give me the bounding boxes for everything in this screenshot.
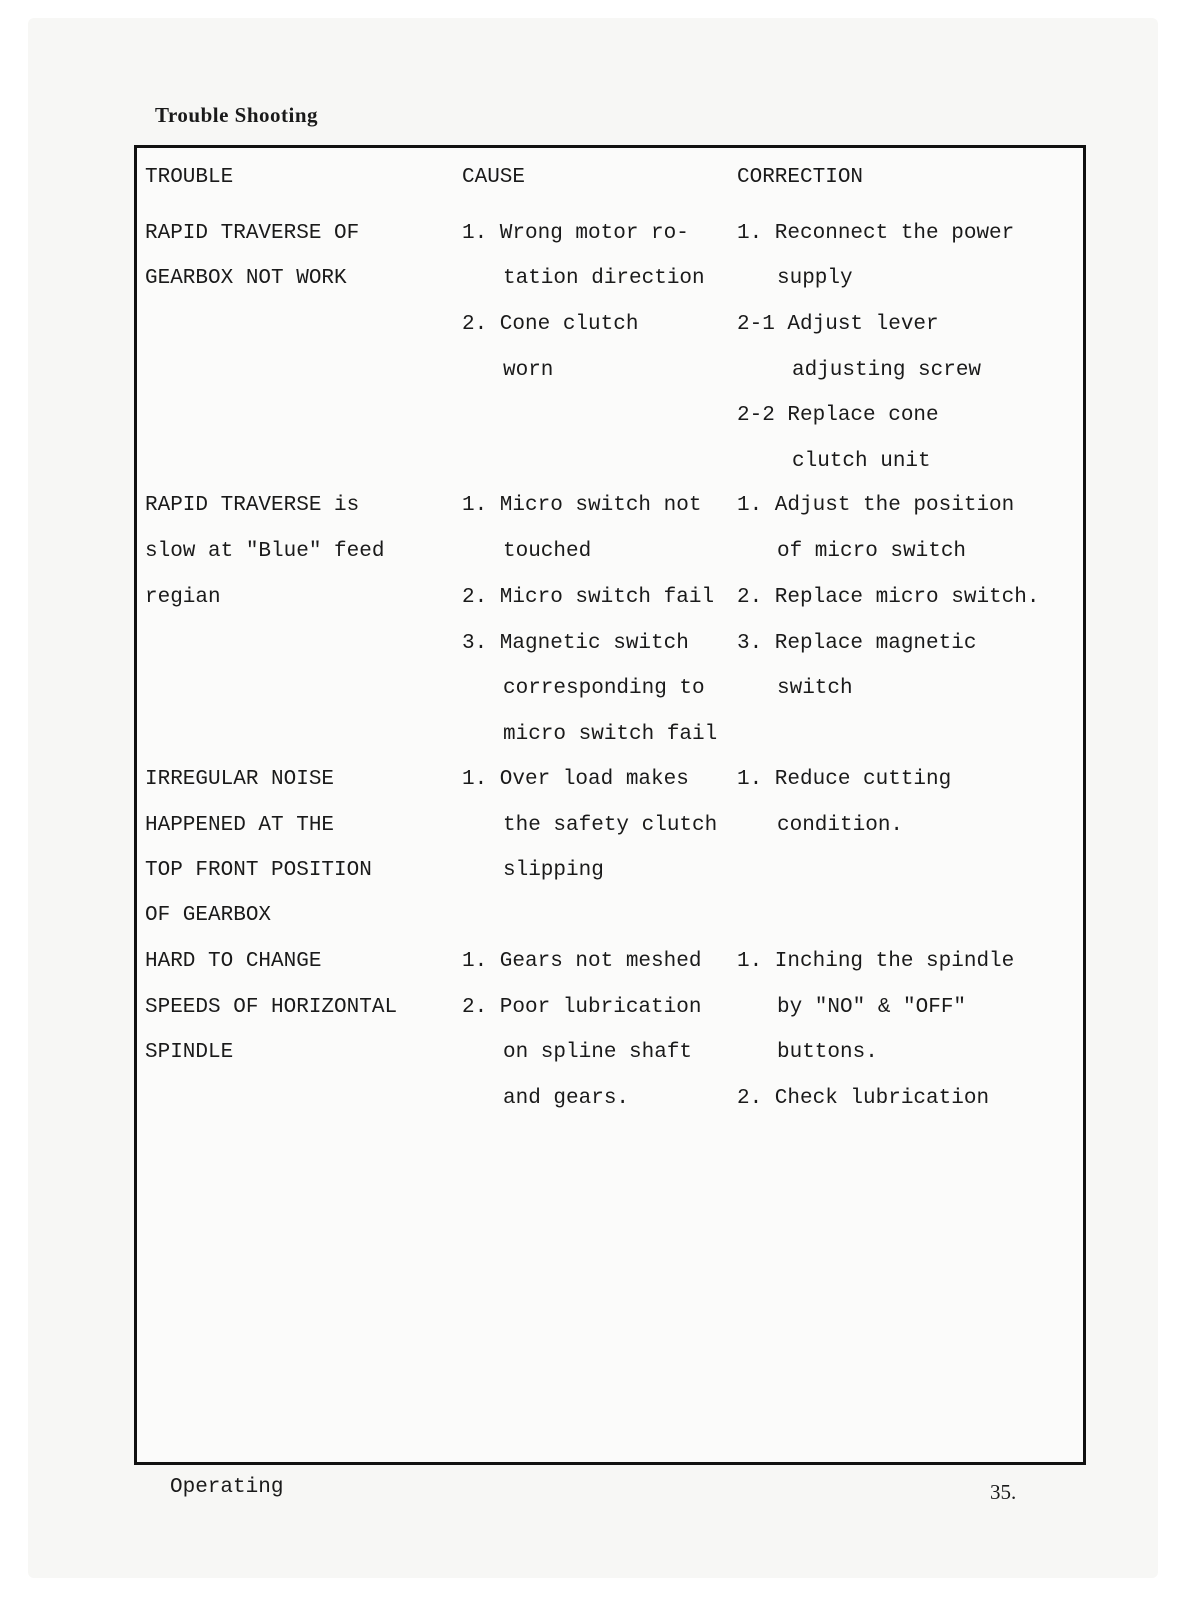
row1-cause-line3: 2. Cone clutch	[462, 313, 639, 336]
row4-trouble-line3: SPINDLE	[145, 1041, 234, 1064]
row1-correction-line6: clutch unit	[792, 450, 931, 473]
row2-correction-line1: 1. Adjust the position	[737, 494, 1015, 517]
row3-cause-line3: slipping	[503, 859, 604, 882]
row2-cause-line4: 3. Magnetic switch	[462, 632, 689, 655]
row4-correction-line4: 2. Check lubrication	[737, 1087, 990, 1110]
row3-trouble-line4: OF GEARBOX	[145, 904, 272, 927]
row4-cause-line4: and gears.	[503, 1087, 630, 1110]
row3-cause-line1: 1. Over load makes	[462, 768, 689, 791]
row1-correction-line5: 2-2 Replace cone	[737, 404, 939, 427]
row1-correction-line3: 2-1 Adjust lever	[737, 313, 939, 336]
row3-trouble-line2: HAPPENED AT THE	[145, 814, 335, 837]
row1-cause-line4: worn	[503, 359, 554, 382]
row3-trouble-line1: IRREGULAR NOISE	[145, 768, 335, 791]
row2-correction-line5: switch	[777, 677, 853, 700]
row2-cause-line3: 2. Micro switch fail	[462, 586, 715, 609]
row3-trouble-line3: TOP FRONT POSITION	[145, 859, 372, 882]
row1-correction-line1: 1. Reconnect the power	[737, 222, 1015, 245]
row2-correction-line4: 3. Replace magnetic	[737, 632, 977, 655]
column-header-correction: CORRECTION	[737, 166, 864, 189]
row3-cause-line2: the safety clutch	[503, 814, 718, 837]
row2-cause-line2: touched	[503, 540, 592, 563]
column-header-cause: CAUSE	[462, 166, 526, 189]
row4-cause-line1: 1. Gears not meshed	[462, 950, 702, 973]
row2-trouble-line3: regian	[145, 586, 221, 609]
page-title: Trouble Shooting	[155, 103, 319, 127]
row1-trouble-line2: GEARBOX NOT WORK	[145, 267, 347, 290]
row2-cause-line5: corresponding to	[503, 677, 705, 700]
row1-trouble-line1: RAPID TRAVERSE OF	[145, 222, 360, 245]
row2-correction-line3: 2. Replace micro switch.	[737, 586, 1040, 609]
row2-cause-line1: 1. Micro switch not	[462, 494, 702, 517]
row2-cause-line6: micro switch fail	[503, 723, 718, 746]
row1-cause-line1: 1. Wrong motor ro-	[462, 222, 689, 245]
troubleshooting-table-frame	[134, 145, 1086, 1465]
row1-correction-line2: supply	[777, 267, 853, 290]
row2-trouble-line1: RAPID TRAVERSE is	[145, 494, 360, 517]
row3-correction-line1: 1. Reduce cutting	[737, 768, 952, 791]
row4-correction-line2: by "NO" & "OFF"	[777, 996, 967, 1019]
row1-correction-line4: adjusting screw	[792, 359, 982, 382]
row4-trouble-line2: SPEEDS OF HORIZONTAL	[145, 996, 398, 1019]
row4-cause-line2: 2. Poor lubrication	[462, 996, 702, 1019]
row4-trouble-line1: HARD TO CHANGE	[145, 950, 322, 973]
row2-correction-line2: of micro switch	[777, 540, 967, 563]
page-number: 35.	[990, 1480, 1017, 1504]
row4-correction-line3: buttons.	[777, 1041, 878, 1064]
column-header-trouble: TROUBLE	[145, 166, 234, 189]
row3-correction-line2: condition.	[777, 814, 904, 837]
row1-cause-line2: tation direction	[503, 267, 705, 290]
row2-trouble-line2: slow at "Blue" feed	[145, 540, 385, 563]
row4-cause-line3: on spline shaft	[503, 1041, 693, 1064]
footer-section-label: Operating	[170, 1476, 284, 1499]
row4-correction-line1: 1. Inching the spindle	[737, 950, 1015, 973]
